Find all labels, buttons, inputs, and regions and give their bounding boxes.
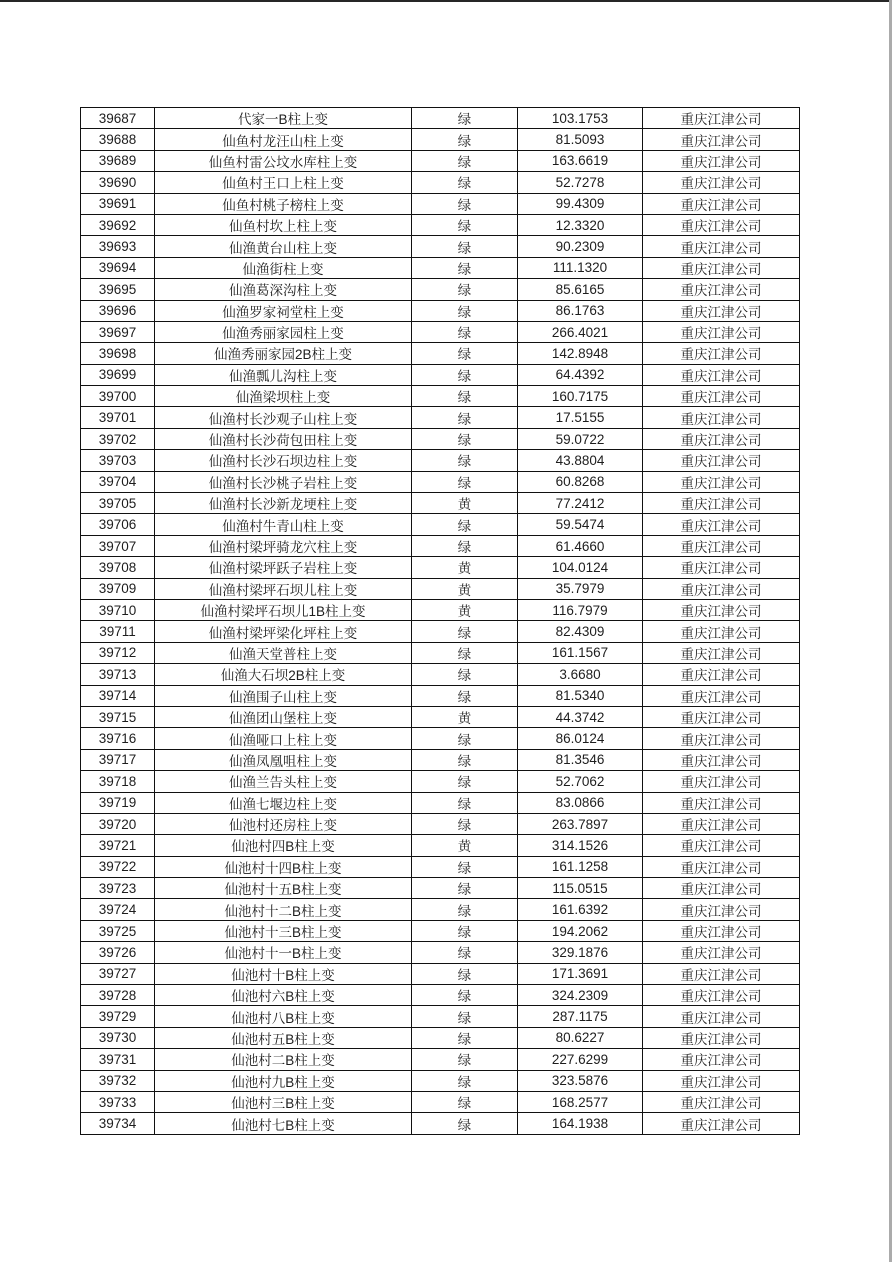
table-row (81, 386, 800, 407)
cell-id: 39700 (81, 386, 155, 407)
cell-company: 重庆江津公司 (643, 963, 800, 984)
cell-status: 绿 (412, 664, 518, 685)
cell-status: 绿 (412, 471, 518, 492)
cell-status: 绿 (412, 771, 518, 792)
cell-value: 161.1258 (518, 856, 643, 877)
table-row (81, 771, 800, 792)
cell-value: 3.6680 (518, 664, 643, 685)
table-row (81, 1070, 800, 1091)
cell-status: 绿 (412, 1070, 518, 1091)
cell-id: 39709 (81, 578, 155, 599)
table-row (81, 557, 800, 578)
cell-id: 39694 (81, 257, 155, 278)
cell-value: 287.1175 (518, 1006, 643, 1027)
table-row (81, 364, 800, 385)
table-row (81, 193, 800, 214)
cell-value: 77.2412 (518, 493, 643, 514)
cell-name: 仙渔村长沙石坝边柱上变 (155, 450, 412, 471)
cell-name: 仙渔梁坝柱上变 (155, 386, 412, 407)
cell-value: 61.4660 (518, 535, 643, 556)
cell-id: 39692 (81, 214, 155, 235)
cell-company: 重庆江津公司 (643, 878, 800, 899)
cell-company: 重庆江津公司 (643, 1027, 800, 1048)
cell-value: 43.8804 (518, 450, 643, 471)
cell-name: 仙鱼村雷公坟水库柱上变 (155, 150, 412, 171)
cell-status: 黄 (412, 706, 518, 727)
cell-id: 39706 (81, 514, 155, 535)
cell-company: 重庆江津公司 (643, 749, 800, 770)
cell-status: 绿 (412, 1027, 518, 1048)
cell-status: 绿 (412, 813, 518, 834)
cell-id: 39705 (81, 493, 155, 514)
cell-value: 116.7979 (518, 599, 643, 620)
cell-id: 39731 (81, 1049, 155, 1070)
cell-value: 161.6392 (518, 899, 643, 920)
table-row (81, 1091, 800, 1112)
cell-name: 仙渔黄台山柱上变 (155, 236, 412, 257)
cell-status: 绿 (412, 108, 518, 129)
cell-status: 绿 (412, 792, 518, 813)
cell-id: 39733 (81, 1091, 155, 1112)
cell-name: 仙鱼村桃子榜柱上变 (155, 193, 412, 214)
cell-status: 绿 (412, 150, 518, 171)
cell-value: 99.4309 (518, 193, 643, 214)
cell-value: 168.2577 (518, 1091, 643, 1112)
table-row (81, 792, 800, 813)
cell-name: 仙渔凤凰咀柱上变 (155, 749, 412, 770)
cell-status: 黄 (412, 557, 518, 578)
table-row (81, 899, 800, 920)
cell-id: 39728 (81, 985, 155, 1006)
cell-value: 12.3320 (518, 214, 643, 235)
table-row (81, 535, 800, 556)
cell-company: 重庆江津公司 (643, 300, 800, 321)
cell-name: 仙池村八B柱上变 (155, 1006, 412, 1027)
table-row (81, 471, 800, 492)
cell-value: 263.7897 (518, 813, 643, 834)
cell-id: 39723 (81, 878, 155, 899)
cell-status: 绿 (412, 963, 518, 984)
cell-id: 39734 (81, 1113, 155, 1135)
table-row (81, 450, 800, 471)
cell-name: 仙渔村梁坪梁化坪柱上变 (155, 621, 412, 642)
table-row (81, 407, 800, 428)
cell-name: 仙渔围子山柱上变 (155, 685, 412, 706)
cell-status: 绿 (412, 1049, 518, 1070)
cell-name: 仙池村十二B柱上变 (155, 899, 412, 920)
cell-status: 绿 (412, 1113, 518, 1135)
cell-company: 重庆江津公司 (643, 193, 800, 214)
cell-company: 重庆江津公司 (643, 1070, 800, 1091)
cell-value: 17.5155 (518, 407, 643, 428)
table-row (81, 493, 800, 514)
cell-company: 重庆江津公司 (643, 985, 800, 1006)
table-row (81, 621, 800, 642)
cell-id: 39710 (81, 599, 155, 620)
cell-value: 194.2062 (518, 920, 643, 941)
cell-name: 仙池村四B柱上变 (155, 835, 412, 856)
cell-value: 161.1567 (518, 642, 643, 663)
table-row (81, 728, 800, 749)
cell-status: 绿 (412, 236, 518, 257)
cell-value: 90.2309 (518, 236, 643, 257)
cell-id: 39703 (81, 450, 155, 471)
cell-status: 绿 (412, 920, 518, 941)
cell-company: 重庆江津公司 (643, 1113, 800, 1135)
cell-company: 重庆江津公司 (643, 386, 800, 407)
table-row (81, 1113, 800, 1135)
table-row (81, 878, 800, 899)
cell-name: 仙渔秀丽家园2B柱上变 (155, 343, 412, 364)
cell-company: 重庆江津公司 (643, 1006, 800, 1027)
cell-status: 绿 (412, 279, 518, 300)
cell-company: 重庆江津公司 (643, 792, 800, 813)
cell-status: 黄 (412, 578, 518, 599)
cell-id: 39732 (81, 1070, 155, 1091)
cell-status: 绿 (412, 300, 518, 321)
cell-id: 39718 (81, 771, 155, 792)
table-row (81, 599, 800, 620)
table-row (81, 985, 800, 1006)
cell-name: 仙渔哑口上柱上变 (155, 728, 412, 749)
cell-value: 227.6299 (518, 1049, 643, 1070)
cell-value: 85.6165 (518, 279, 643, 300)
table-row (81, 172, 800, 193)
cell-value: 323.5876 (518, 1070, 643, 1091)
cell-name: 仙渔罗家祠堂柱上变 (155, 300, 412, 321)
cell-company: 重庆江津公司 (643, 321, 800, 342)
cell-status: 黄 (412, 835, 518, 856)
cell-name: 仙鱼村龙汪山柱上变 (155, 129, 412, 150)
cell-value: 104.0124 (518, 557, 643, 578)
transformer-table (80, 107, 800, 1135)
cell-company: 重庆江津公司 (643, 428, 800, 449)
table-row (81, 108, 800, 129)
cell-company: 重庆江津公司 (643, 471, 800, 492)
cell-status: 绿 (412, 386, 518, 407)
cell-company: 重庆江津公司 (643, 942, 800, 963)
cell-status: 绿 (412, 1006, 518, 1027)
cell-status: 绿 (412, 535, 518, 556)
cell-company: 重庆江津公司 (643, 364, 800, 385)
cell-value: 329.1876 (518, 942, 643, 963)
cell-status: 绿 (412, 129, 518, 150)
cell-status: 绿 (412, 257, 518, 278)
cell-value: 86.0124 (518, 728, 643, 749)
cell-status: 绿 (412, 749, 518, 770)
cell-company: 重庆江津公司 (643, 642, 800, 663)
table-row (81, 942, 800, 963)
cell-name: 仙池村三B柱上变 (155, 1091, 412, 1112)
table-row (81, 706, 800, 727)
cell-status: 绿 (412, 1091, 518, 1112)
cell-company: 重庆江津公司 (643, 920, 800, 941)
cell-company: 重庆江津公司 (643, 664, 800, 685)
table-row (81, 514, 800, 535)
cell-id: 39701 (81, 407, 155, 428)
cell-company: 重庆江津公司 (643, 343, 800, 364)
table-row (81, 856, 800, 877)
table-row (81, 214, 800, 235)
cell-status: 黄 (412, 599, 518, 620)
cell-id: 39707 (81, 535, 155, 556)
cell-id: 39724 (81, 899, 155, 920)
table-row (81, 642, 800, 663)
cell-value: 81.5093 (518, 129, 643, 150)
cell-company: 重庆江津公司 (643, 150, 800, 171)
cell-value: 86.1763 (518, 300, 643, 321)
cell-company: 重庆江津公司 (643, 1091, 800, 1112)
cell-name: 仙鱼村坎上柱上变 (155, 214, 412, 235)
cell-name: 仙渔街柱上变 (155, 257, 412, 278)
table-row (81, 749, 800, 770)
cell-status: 绿 (412, 172, 518, 193)
cell-value: 60.8268 (518, 471, 643, 492)
cell-company: 重庆江津公司 (643, 599, 800, 620)
cell-value: 111.1320 (518, 257, 643, 278)
cell-name: 仙渔天堂普柱上变 (155, 642, 412, 663)
cell-company: 重庆江津公司 (643, 514, 800, 535)
table-row (81, 963, 800, 984)
cell-id: 39693 (81, 236, 155, 257)
cell-id: 39711 (81, 621, 155, 642)
cell-id: 39713 (81, 664, 155, 685)
cell-name: 仙渔七堰边柱上变 (155, 792, 412, 813)
cell-value: 35.7979 (518, 578, 643, 599)
cell-value: 324.2309 (518, 985, 643, 1006)
cell-id: 39729 (81, 1006, 155, 1027)
cell-status: 绿 (412, 321, 518, 342)
cell-company: 重庆江津公司 (643, 771, 800, 792)
cell-id: 39716 (81, 728, 155, 749)
cell-name: 仙渔村梁坪骑龙穴柱上变 (155, 535, 412, 556)
cell-name: 仙池村还房柱上变 (155, 813, 412, 834)
table-row (81, 1006, 800, 1027)
cell-name: 仙鱼村王口上柱上变 (155, 172, 412, 193)
cell-value: 266.4021 (518, 321, 643, 342)
table-row (81, 685, 800, 706)
cell-name: 仙渔村长沙桃子岩柱上变 (155, 471, 412, 492)
cell-id: 39688 (81, 129, 155, 150)
table-row (81, 1027, 800, 1048)
cell-name: 仙池村十一B柱上变 (155, 942, 412, 963)
cell-status: 绿 (412, 685, 518, 706)
cell-status: 绿 (412, 942, 518, 963)
cell-name: 仙渔村长沙荷包田柱上变 (155, 428, 412, 449)
cell-name: 仙池村五B柱上变 (155, 1027, 412, 1048)
cell-value: 83.0866 (518, 792, 643, 813)
cell-id: 39721 (81, 835, 155, 856)
cell-id: 39691 (81, 193, 155, 214)
cell-value: 81.3546 (518, 749, 643, 770)
cell-company: 重庆江津公司 (643, 279, 800, 300)
cell-name: 仙渔村梁坪石坝儿柱上变 (155, 578, 412, 599)
cell-value: 103.1753 (518, 108, 643, 129)
cell-company: 重庆江津公司 (643, 257, 800, 278)
table-row (81, 150, 800, 171)
cell-name: 仙池村十B柱上变 (155, 963, 412, 984)
cell-company: 重庆江津公司 (643, 450, 800, 471)
cell-company: 重庆江津公司 (643, 706, 800, 727)
cell-name: 仙渔兰告头柱上变 (155, 771, 412, 792)
cell-status: 绿 (412, 428, 518, 449)
cell-status: 绿 (412, 514, 518, 535)
cell-name: 仙渔瓢儿沟柱上变 (155, 364, 412, 385)
cell-company: 重庆江津公司 (643, 557, 800, 578)
cell-id: 39730 (81, 1027, 155, 1048)
cell-name: 仙池村十四B柱上变 (155, 856, 412, 877)
cell-name: 仙池村二B柱上变 (155, 1049, 412, 1070)
cell-company: 重庆江津公司 (643, 578, 800, 599)
cell-company: 重庆江津公司 (643, 493, 800, 514)
cell-status: 绿 (412, 728, 518, 749)
cell-value: 171.3691 (518, 963, 643, 984)
table-row (81, 129, 800, 150)
cell-company: 重庆江津公司 (643, 899, 800, 920)
cell-value: 59.5474 (518, 514, 643, 535)
cell-id: 39714 (81, 685, 155, 706)
cell-name: 仙池村十五B柱上变 (155, 878, 412, 899)
cell-value: 44.3742 (518, 706, 643, 727)
page-top-edge (0, 0, 892, 2)
cell-id: 39704 (81, 471, 155, 492)
cell-company: 重庆江津公司 (643, 621, 800, 642)
cell-status: 绿 (412, 364, 518, 385)
cell-name: 仙池村九B柱上变 (155, 1070, 412, 1091)
cell-status: 绿 (412, 985, 518, 1006)
cell-value: 160.7175 (518, 386, 643, 407)
cell-company: 重庆江津公司 (643, 108, 800, 129)
cell-status: 绿 (412, 193, 518, 214)
cell-name: 仙池村十三B柱上变 (155, 920, 412, 941)
table-row (81, 236, 800, 257)
table-row (81, 279, 800, 300)
cell-company: 重庆江津公司 (643, 1049, 800, 1070)
cell-status: 绿 (412, 450, 518, 471)
cell-status: 绿 (412, 856, 518, 877)
table-row (81, 300, 800, 321)
cell-value: 52.7278 (518, 172, 643, 193)
cell-company: 重庆江津公司 (643, 856, 800, 877)
cell-value: 80.6227 (518, 1027, 643, 1048)
cell-company: 重庆江津公司 (643, 214, 800, 235)
table-row (81, 578, 800, 599)
cell-id: 39708 (81, 557, 155, 578)
table-row (81, 321, 800, 342)
cell-company: 重庆江津公司 (643, 535, 800, 556)
cell-id: 39695 (81, 279, 155, 300)
cell-name: 仙渔村牛青山柱上变 (155, 514, 412, 535)
table-row (81, 920, 800, 941)
table-row (81, 1049, 800, 1070)
table-body (81, 108, 800, 1135)
cell-status: 绿 (412, 642, 518, 663)
cell-status: 绿 (412, 878, 518, 899)
cell-value: 164.1938 (518, 1113, 643, 1135)
table-row (81, 664, 800, 685)
cell-name: 仙渔大石坝2B柱上变 (155, 664, 412, 685)
cell-company: 重庆江津公司 (643, 407, 800, 428)
cell-id: 39698 (81, 343, 155, 364)
cell-id: 39699 (81, 364, 155, 385)
cell-company: 重庆江津公司 (643, 835, 800, 856)
table-row (81, 343, 800, 364)
cell-id: 39712 (81, 642, 155, 663)
cell-id: 39722 (81, 856, 155, 877)
cell-id: 39696 (81, 300, 155, 321)
cell-status: 绿 (412, 214, 518, 235)
cell-value: 163.6619 (518, 150, 643, 171)
cell-value: 115.0515 (518, 878, 643, 899)
cell-value: 314.1526 (518, 835, 643, 856)
cell-name: 仙渔葛深沟柱上变 (155, 279, 412, 300)
cell-name: 仙渔村梁坪跃子岩柱上变 (155, 557, 412, 578)
cell-value: 81.5340 (518, 685, 643, 706)
cell-id: 39697 (81, 321, 155, 342)
cell-value: 142.8948 (518, 343, 643, 364)
cell-name: 仙渔村长沙观子山柱上变 (155, 407, 412, 428)
cell-name: 仙渔村梁坪石坝儿1B柱上变 (155, 599, 412, 620)
cell-id: 39719 (81, 792, 155, 813)
table-row (81, 257, 800, 278)
cell-value: 82.4309 (518, 621, 643, 642)
cell-name: 仙渔秀丽家园柱上变 (155, 321, 412, 342)
cell-company: 重庆江津公司 (643, 728, 800, 749)
cell-status: 绿 (412, 899, 518, 920)
cell-id: 39717 (81, 749, 155, 770)
cell-id: 39726 (81, 942, 155, 963)
cell-id: 39690 (81, 172, 155, 193)
cell-name: 仙池村七B柱上变 (155, 1113, 412, 1135)
cell-name: 仙池村六B柱上变 (155, 985, 412, 1006)
cell-name: 代家一B柱上变 (155, 108, 412, 129)
cell-company: 重庆江津公司 (643, 685, 800, 706)
table-row (81, 813, 800, 834)
cell-status: 绿 (412, 407, 518, 428)
cell-company: 重庆江津公司 (643, 129, 800, 150)
cell-id: 39689 (81, 150, 155, 171)
cell-id: 39725 (81, 920, 155, 941)
cell-id: 39715 (81, 706, 155, 727)
cell-status: 绿 (412, 621, 518, 642)
cell-company: 重庆江津公司 (643, 236, 800, 257)
table-row (81, 428, 800, 449)
cell-company: 重庆江津公司 (643, 172, 800, 193)
cell-id: 39720 (81, 813, 155, 834)
cell-id: 39727 (81, 963, 155, 984)
cell-value: 64.4392 (518, 364, 643, 385)
cell-status: 绿 (412, 343, 518, 364)
cell-company: 重庆江津公司 (643, 813, 800, 834)
cell-status: 黄 (412, 493, 518, 514)
cell-name: 仙渔村长沙新龙埂柱上变 (155, 493, 412, 514)
cell-id: 39702 (81, 428, 155, 449)
cell-id: 39687 (81, 108, 155, 129)
cell-value: 59.0722 (518, 428, 643, 449)
cell-value: 52.7062 (518, 771, 643, 792)
table-row (81, 835, 800, 856)
cell-name: 仙渔团山堡柱上变 (155, 706, 412, 727)
